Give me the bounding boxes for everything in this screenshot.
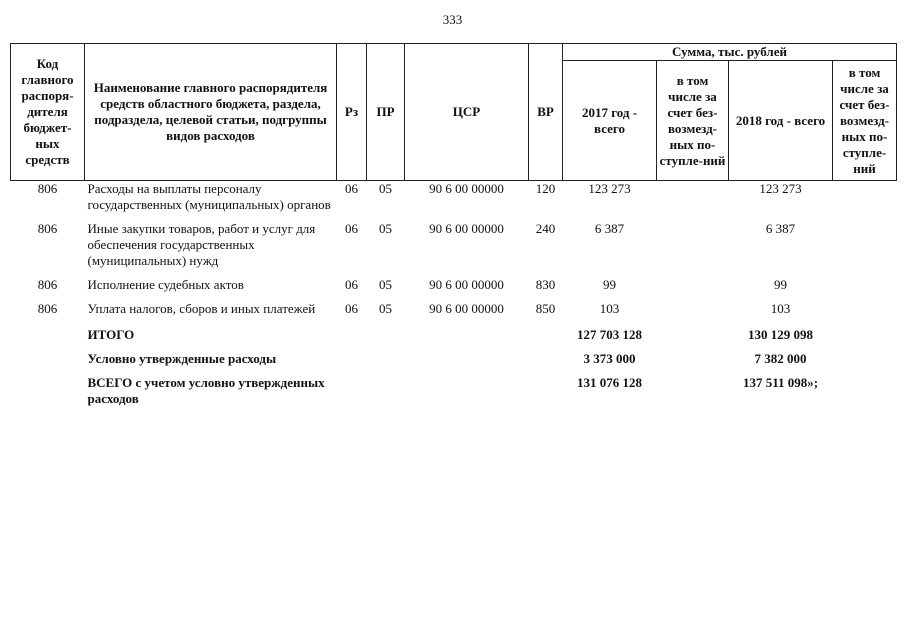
cell-2018: 123 273	[759, 181, 802, 196]
cell-empty	[657, 213, 729, 269]
cell-csr: 90 6 00 00000	[429, 181, 504, 196]
cell-rz: 06	[345, 301, 358, 316]
cell-pr: 05	[379, 221, 392, 236]
header-csr: ЦСР	[405, 44, 529, 181]
total-row	[11, 317, 897, 343]
cell-csr: 90 6 00 00000	[429, 277, 504, 292]
header-kod: Код главного распоря-дителя бюджет-ных средств	[11, 44, 85, 181]
total-2017: 3 373 000	[583, 351, 636, 366]
cell-empty	[833, 213, 897, 269]
header-incl-2018: в том числе за счет без-возмезд-ных по-ступле-ний	[833, 61, 897, 181]
cell-kod: 806	[37, 221, 58, 236]
cell-name: Уплата налогов, сборов и иных платежей	[87, 301, 316, 316]
total-label: ВСЕГО с учетом условно утвержденных расходов	[87, 375, 325, 406]
cell-rz: 06	[345, 221, 358, 236]
cell-empty	[657, 181, 729, 214]
table-row	[11, 181, 897, 214]
cell-2018: 6 387	[765, 221, 796, 236]
cell-empty	[833, 181, 897, 214]
cell-empty	[11, 367, 85, 407]
cell-empty	[657, 293, 729, 317]
cell-empty	[657, 343, 729, 367]
table-row	[11, 293, 897, 317]
header-pr: ПР	[367, 44, 405, 181]
cell-empty	[833, 367, 897, 407]
total-label: Условно утвержденные расходы	[87, 351, 277, 366]
total-row	[11, 343, 897, 367]
header-2017: 2017 год - всего	[563, 61, 657, 181]
cell-empty	[657, 317, 729, 343]
header-name: Наименование главного распорядителя средств областного бюджета, раздела, подраздела, целевой статьи, подгруппы видов расходов	[85, 44, 337, 181]
table-row	[11, 269, 897, 293]
cell-empty	[657, 367, 729, 407]
total-2017: 131 076 128	[577, 375, 642, 390]
cell-empty	[11, 343, 85, 367]
cell-vr: 240	[535, 221, 556, 236]
cell-kod: 806	[37, 301, 58, 316]
cell-vr: 830	[535, 277, 556, 292]
page-number: 333	[442, 12, 463, 27]
total-2018: 137 511 098»;	[742, 375, 819, 390]
budget-table	[10, 43, 897, 407]
cell-pr: 05	[379, 301, 392, 316]
total-label: ИТОГО	[87, 327, 135, 342]
cell-vr: 850	[535, 301, 556, 316]
cell-2018: 103	[770, 301, 791, 316]
cell-empty	[833, 317, 897, 343]
total-2018: 130 129 098	[748, 327, 813, 342]
header-incl-2017: в том числе за счет без-возмезд-ных по-ступле-ний	[657, 61, 729, 181]
table-row	[11, 213, 897, 269]
cell-empty	[657, 269, 729, 293]
cell-rz: 06	[345, 277, 358, 292]
cell-empty	[833, 343, 897, 367]
cell-name: Расходы на выплаты персоналу государственных (муниципальных) органов	[87, 181, 331, 212]
total-2018: 7 382 000	[754, 351, 807, 366]
cell-2017: 99	[603, 277, 616, 292]
cell-kod: 806	[37, 181, 58, 196]
header-vr: ВР	[529, 44, 563, 181]
cell-vr: 120	[535, 181, 556, 196]
total-2017: 127 703 128	[577, 327, 642, 342]
table-header	[11, 44, 897, 181]
header-sum: Сумма, тыс. рублей	[563, 44, 897, 61]
cell-rz: 06	[345, 181, 358, 196]
cell-2017: 6 387	[594, 221, 625, 236]
cell-empty	[833, 293, 897, 317]
cell-empty	[833, 269, 897, 293]
cell-2018: 99	[774, 277, 787, 292]
cell-csr: 90 6 00 00000	[429, 301, 504, 316]
header-rz: Рз	[337, 44, 367, 181]
cell-name: Иные закупки товаров, работ и услуг для обеспечения государственных (муниципальных) нужд	[87, 221, 316, 268]
cell-name: Исполнение судебных актов	[87, 277, 244, 292]
cell-empty	[11, 317, 85, 343]
total-row	[11, 367, 897, 407]
cell-csr: 90 6 00 00000	[429, 221, 504, 236]
header-2018: 2018 год - всего	[729, 61, 833, 181]
cell-2017: 103	[599, 301, 620, 316]
cell-empty	[337, 367, 563, 407]
cell-2017: 123 273	[588, 181, 631, 196]
cell-kod: 806	[37, 277, 58, 292]
cell-pr: 05	[379, 277, 392, 292]
cell-pr: 05	[379, 181, 392, 196]
